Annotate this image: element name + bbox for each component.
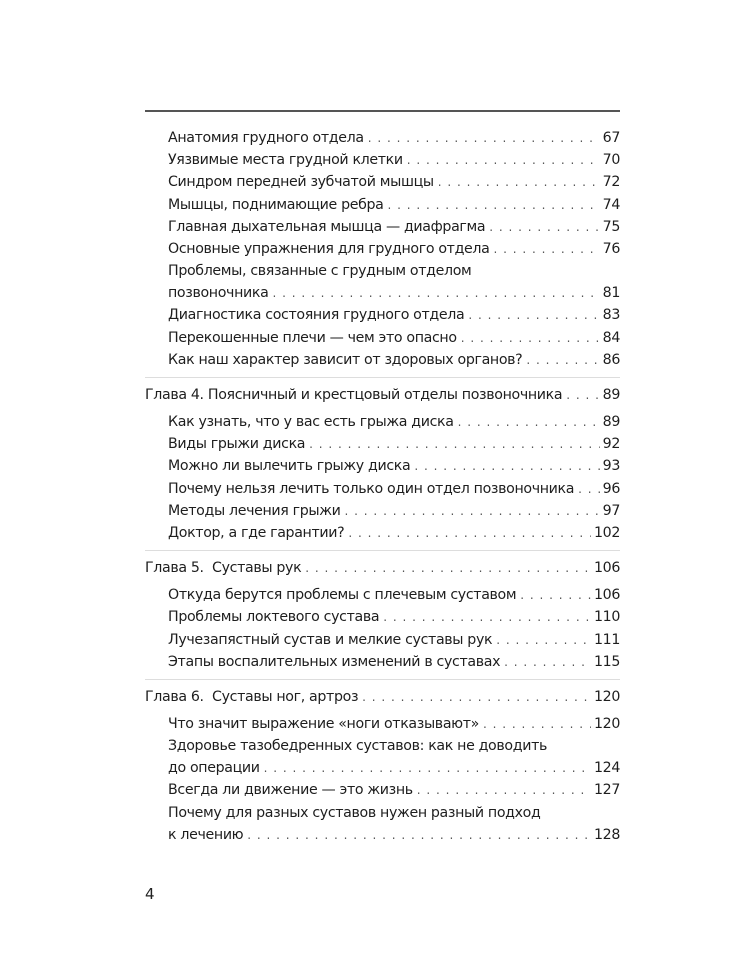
dot-leader bbox=[345, 500, 600, 522]
toc-entry[interactable]: Всегда ли движение — это жизнь . . . 127 bbox=[145, 780, 620, 802]
toc-section bbox=[145, 686, 620, 846]
dot-leader bbox=[362, 686, 591, 708]
toc-chapter[interactable]: Глава 6. Суставы ног, артроз . . . 120 bbox=[145, 686, 620, 708]
page-ref: 93 bbox=[602, 458, 620, 475]
page-ref: 84 bbox=[602, 329, 620, 346]
toc-entry[interactable]: Можно ли вылечить грыжу диска . . . 93 bbox=[145, 455, 620, 477]
page-ref: 72 bbox=[602, 174, 620, 191]
toc-entry[interactable]: Основные упражнения для грудного отдела . . . 76 bbox=[145, 238, 620, 260]
page-ref: 110 bbox=[593, 609, 620, 626]
page-ref: 67 bbox=[602, 129, 620, 146]
toc-entry[interactable]: Что значит выражение «ноги отказывают» . . . 120 bbox=[145, 713, 620, 735]
page-ref: 76 bbox=[602, 240, 620, 257]
dot-leader bbox=[407, 149, 600, 171]
dot-leader bbox=[461, 327, 600, 349]
dot-leader bbox=[468, 304, 599, 326]
dot-leader bbox=[272, 282, 599, 304]
page-ref: 111 bbox=[593, 631, 620, 648]
toc-entry[interactable]: Синдром передней зубчатой мышцы . . . 72 bbox=[145, 171, 620, 193]
toc-entry-multiline[interactable]: Проблемы, связанные с грудным отделом позвоночника . . . 81 bbox=[145, 260, 620, 304]
toc-entry[interactable]: Как наш характер зависит от здоровых органов? . . . 86 bbox=[145, 349, 620, 371]
toc-section bbox=[145, 557, 620, 673]
dot-leader bbox=[388, 194, 600, 216]
page-ref: 124 bbox=[593, 760, 620, 777]
dot-leader bbox=[566, 384, 599, 406]
toc-section bbox=[145, 127, 620, 371]
dot-leader bbox=[348, 522, 591, 544]
dot-leader bbox=[414, 455, 599, 477]
dot-leader bbox=[520, 584, 591, 606]
dot-leader bbox=[489, 216, 599, 238]
toc-chapter[interactable]: Глава 5. Суставы рук . . . 106 bbox=[145, 557, 620, 579]
toc-section bbox=[145, 384, 620, 544]
section-divider bbox=[145, 679, 620, 680]
page-ref: 106 bbox=[593, 559, 620, 576]
dot-leader bbox=[368, 127, 600, 149]
toc-entry[interactable]: Виды грыжи диска . . . 92 bbox=[145, 433, 620, 455]
page-ref: 120 bbox=[593, 715, 620, 732]
page-ref: 97 bbox=[602, 502, 620, 519]
dot-leader bbox=[438, 171, 600, 193]
toc-entry[interactable]: Уязвимые места грудной клетки . . . 70 bbox=[145, 149, 620, 171]
page-ref: 89 bbox=[602, 386, 620, 403]
dot-leader bbox=[309, 433, 599, 455]
page-ref: 70 bbox=[602, 152, 620, 169]
page-ref: 120 bbox=[593, 688, 620, 705]
dot-leader bbox=[305, 557, 591, 579]
dot-leader bbox=[417, 779, 591, 801]
toc-entry-multiline[interactable]: Почему для разных суставов нужен разный подход к лечению . . . 128 bbox=[145, 802, 620, 846]
dot-leader bbox=[383, 606, 591, 628]
dot-leader bbox=[526, 349, 599, 371]
dot-leader bbox=[496, 629, 591, 651]
page-ref: 83 bbox=[602, 307, 620, 324]
dot-leader bbox=[493, 238, 599, 260]
toc-entry-multiline[interactable]: Здоровье тазобедренных суставов: как не доводить до операции . . . 124 bbox=[145, 735, 620, 779]
dot-leader bbox=[504, 651, 591, 673]
table-of-contents bbox=[145, 127, 620, 846]
toc-entry[interactable]: Лучезапястный сустав и мелкие суставы рук . . . 111 bbox=[145, 629, 620, 651]
page-ref: 96 bbox=[602, 480, 620, 497]
page-ref: 106 bbox=[593, 587, 620, 604]
toc-entry[interactable]: Этапы воспалительных изменений в суставах . . . 115 bbox=[145, 651, 620, 673]
toc-entry[interactable]: Диагностика состояния грудного отдела . . . 83 bbox=[145, 305, 620, 327]
toc-entry[interactable]: Методы лечения грыжи . . . 97 bbox=[145, 500, 620, 522]
page-ref: 89 bbox=[602, 414, 620, 431]
page-ref: 128 bbox=[593, 826, 620, 843]
header-rule bbox=[145, 110, 620, 112]
toc-entry[interactable]: Как узнать, что у вас есть грыжа диска . . . 89 bbox=[145, 411, 620, 433]
toc-entry[interactable]: Перекошенные плечи — чем это опасно . . . 84 bbox=[145, 327, 620, 349]
toc-entry[interactable]: Доктор, а где гарантии? . . . 102 bbox=[145, 522, 620, 544]
toc-entry[interactable]: Проблемы локтевого сустава . . . 110 bbox=[145, 606, 620, 628]
page-ref: 75 bbox=[602, 218, 620, 235]
page-ref: 127 bbox=[593, 782, 620, 799]
page-ref: 86 bbox=[602, 351, 620, 368]
toc-entry[interactable]: Откуда берутся проблемы с плечевым суставом . . . 106 bbox=[145, 584, 620, 606]
page-number: 4 bbox=[145, 885, 155, 903]
toc-entry[interactable]: Почему нельзя лечить только один отдел позвоночника . . . 96 bbox=[145, 478, 620, 500]
section-divider bbox=[145, 550, 620, 551]
page-ref: 81 bbox=[602, 285, 620, 302]
toc-chapter[interactable]: Глава 4. Поясничный и крестцовый отделы позвоночника . . . 89 bbox=[145, 384, 620, 406]
page-ref: 115 bbox=[593, 653, 620, 670]
page-ref: 92 bbox=[602, 436, 620, 453]
dot-leader bbox=[483, 713, 591, 735]
toc-entry[interactable]: Анатомия грудного отдела . . . 67 bbox=[145, 127, 620, 149]
section-divider bbox=[145, 377, 620, 378]
toc-entry[interactable]: Мышцы, поднимающие ребра . . . 74 bbox=[145, 194, 620, 216]
page-ref: 74 bbox=[602, 196, 620, 213]
dot-leader bbox=[264, 757, 591, 779]
toc-entry[interactable]: Главная дыхательная мышца — диафрагма . . . 75 bbox=[145, 216, 620, 238]
dot-leader bbox=[578, 478, 600, 500]
page-ref: 102 bbox=[593, 524, 620, 541]
dot-leader bbox=[458, 411, 600, 433]
dot-leader bbox=[247, 824, 591, 846]
